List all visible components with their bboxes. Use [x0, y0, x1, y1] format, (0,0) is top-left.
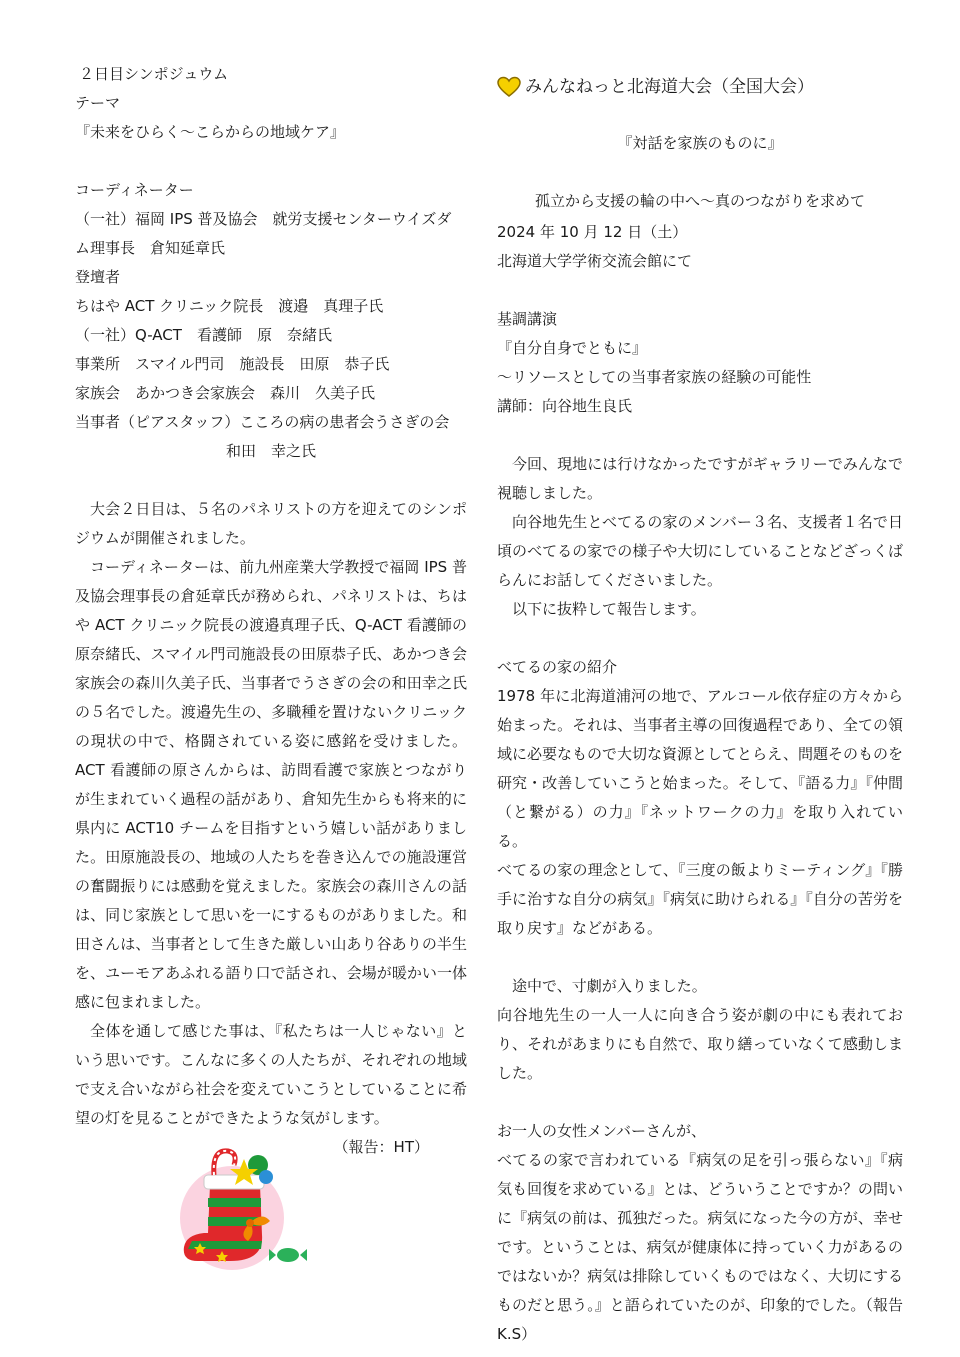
keynote-title: 『自分自身でともに』 [497, 339, 648, 357]
body-paragraph: 向谷地先生の一人一人に向き合う姿が劇の中にも表れており、それがあまりにも自然で、取り繕っていなくて感動しました。 [497, 1006, 903, 1082]
body-paragraph: 大会２日目は、５名のパネリストの方を迎えてのシンポジウムが開催されました。 [75, 500, 467, 547]
panel-heading: 登壇者 [75, 268, 121, 286]
article-title-row [497, 72, 903, 102]
event-venue: 北海道大学学術交流会館にて [497, 252, 693, 270]
heart-icon [497, 76, 521, 98]
coordinator-line: （一社）福岡 IPS 普及協会 就労支援センターウイズダ [75, 210, 452, 228]
panelist-line: ちはや ACT クリニック院長 渡邉 真理子氏 [75, 297, 384, 315]
panelist-line: 家族会 あかつき会家族会 森川 久美子氏 [75, 384, 376, 402]
keynote-heading: 基調講演 [497, 310, 558, 328]
body-paragraph: 1978 年に北海道浦河の地で、アルコール依存症の方々から始まった。それは、当事者主導の回復過程であり、全ての領域に必要なもので大切な資源としてとらえ、問題そのものを研究・改善していこうと始まった。そして、『語る力』『仲間（と繋がる）の力』『ネットワークの力』を取り入れている。 [497, 687, 903, 850]
body-paragraph: 全体を通して感じた事は、『私たちは一人じゃない』という思いです。こんなに多くの人たちが、それぞれの地域で支え合いながら社会を変えていこうとしていることに希望の灯を見ることができたような気がします。 [75, 1022, 467, 1127]
coordinator-line: ム理事長 倉知延章氏 [75, 239, 226, 257]
bethel-heading: べてるの家の紹介 [497, 658, 618, 676]
christmas-stocking-illustration [170, 1143, 310, 1273]
body-paragraph: べてるの家で言われている『病気の足を引っ張らない』『病気も回復を求めている』とは、どういうことですか？の問いに『病気の前は、孤独だった。病気になった今の方が、幸せです。ということは、病気が健康体に持っていく力があるのではないか？病気は排除していくものではなく、大切にするものだと思う。』と語られていたのが、印象的でした。（報告 K.S） [497, 1151, 903, 1343]
panelist-name-line: 和田 幸之氏 [225, 442, 316, 460]
symposium-label: ２日目シンポジュウム [79, 65, 229, 83]
body-paragraph: コーディネーターは、前九州産業大学教授で福岡 IPS 普及協会理事長の倉延章氏が務められ、パネリストは、ちはや ACT クリニック院長の渡邉真理子氏、Q-ACT 看護師の原奈緒氏、スマイル門司施設長の田原恭子氏、あかつき会家族会の森川久美子氏、当事者でうさぎの会の和田幸之氏の５名でした。渡邉先生の、多職種を置けないクリニックの現状の中で、格闘されている姿に感銘を受けました。ACT 看護師の原さんからは、訪問看護で家族とつながりが生まれていく過程の話があり、倉知先生からも将来的に県内に ACT10 チームを目指すという嬉しい話がありました。田原施設長の、地域の人たちを巻き込んでの施設運営の奮闘振りには感動を覚えました。家族会の森川さんの話は、同じ家族として思いを一にするものがありました。和田さんは、当事者として生きた厳しい山あり谷ありの半生を、ユーモアあふれる語り口で話され、会場が暖かい一体感に包まれました。 [75, 558, 467, 1011]
keynote-speaker: 講師：向谷地生良氏 [497, 397, 633, 415]
panelist-line: 当事者（ピアスタッフ）こころの病の患者会うさぎの会 [75, 413, 450, 431]
left-column [75, 60, 467, 1273]
report-row [75, 1133, 467, 1273]
coordinator-heading: コーディネーター [75, 181, 194, 199]
right-column [497, 60, 903, 1349]
report-credit: （報告：HT） [333, 1138, 429, 1156]
event-date: 2024 年 10 月 12 日（土） [497, 223, 688, 241]
body-paragraph: べてるの家の理念として、『三度の飯よりミーティング』『勝手に治すな自分の病気』『病気に助けられる』『自分の苦労を取り戻す』などがある。 [497, 861, 903, 937]
panelist-line: （一社）Q-ACT 看護師 原 奈緒氏 [75, 326, 332, 344]
theme-title: 『未来をひらく～こらからの地域ケア』 [75, 123, 346, 141]
body-paragraph: 以下に抜粋して報告します。 [512, 600, 706, 618]
keynote-subtitle: ～リソースとしての当事者家族の経験の可能性 [497, 368, 812, 386]
article-title: みんなねっと北海道大会（全国大会） [525, 77, 814, 97]
article-subtitle: 『対話を家族のものに』 [617, 134, 783, 152]
body-paragraph: 途中で、寸劇が入りました。 [512, 977, 707, 995]
theme-label: テーマ [75, 94, 121, 112]
panelist-line: 事業所 スマイル門司 施設長 田原 恭子氏 [75, 355, 390, 373]
body-paragraph: 向谷地先生とべてるの家のメンバー３名、支援者１名で日頃のべてるの家での様子や大切にしていることなどざっくばらんにお話してくださいました。 [497, 513, 903, 589]
article-subtitle-2: 孤立から支援の輪の中へ～真のつながりを求めて [534, 192, 865, 210]
closing-intro: お一人の女性メンバーさんが、 [497, 1122, 706, 1140]
body-paragraph: 今回、現地には行けなかったですがギャラリーでみんなで視聴しました。 [497, 455, 903, 502]
